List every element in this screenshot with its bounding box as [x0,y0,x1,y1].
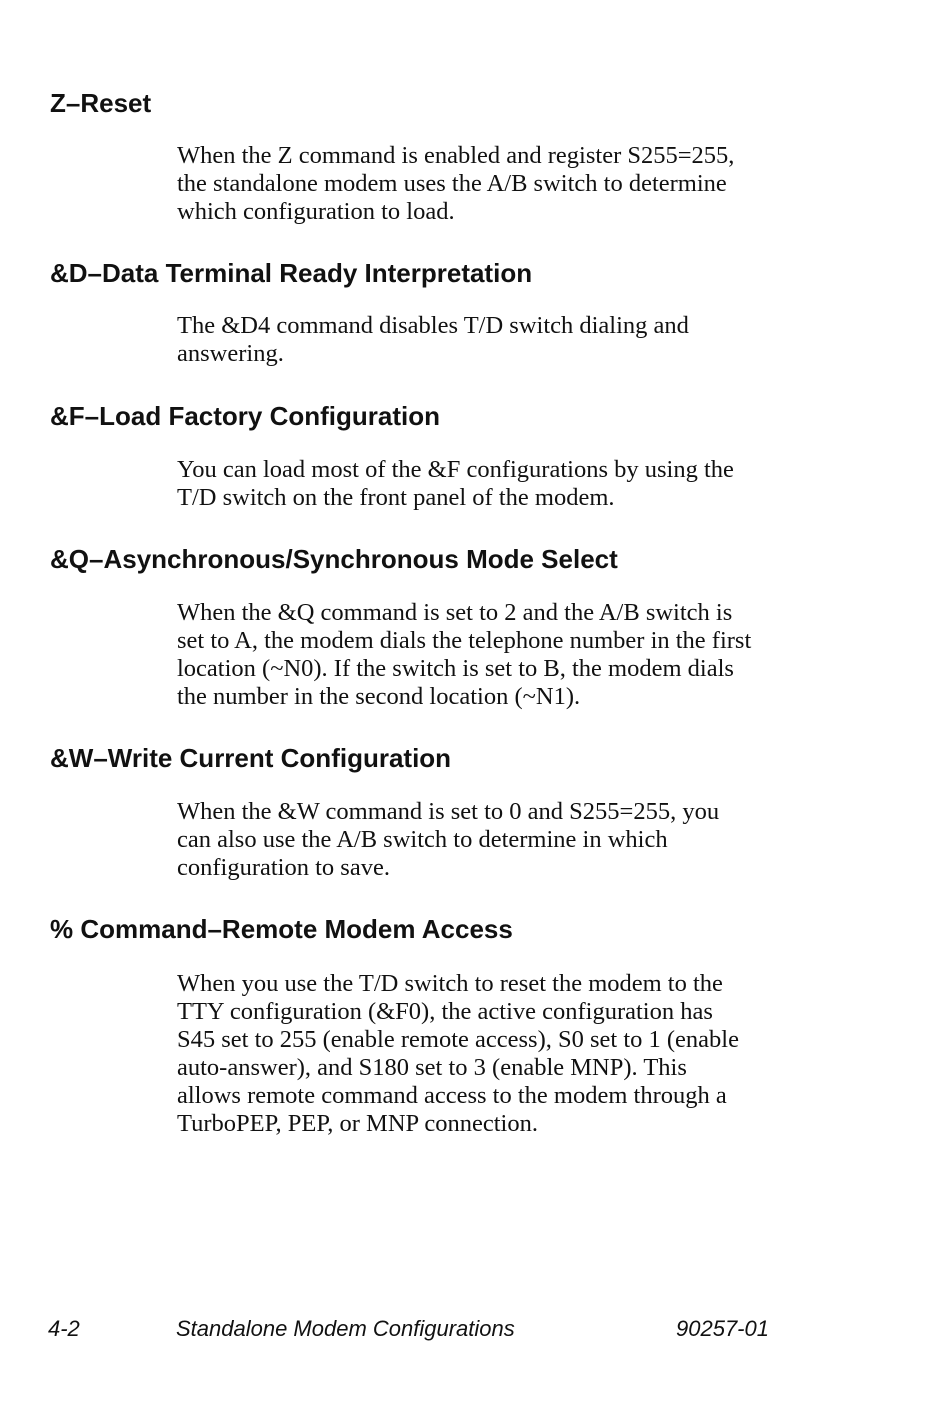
body-line: configuration to save. [177,854,390,881]
body-line: location (~N0). If the switch is set to B, the modem dials [177,655,734,682]
body-line: TTY configuration (&F0), the active configuration has [177,998,713,1025]
section-body-async-sync-mode-select [177,599,777,711]
section-body-remote-modem-access [177,970,777,1138]
body-line: the standalone modem uses the A/B switch to determine [177,170,727,197]
footer-document-number: 90257-01 [676,1316,769,1341]
body-line: TurboPEP, PEP, or MNP connection. [177,1110,538,1137]
section-body-z-reset [177,142,777,226]
body-line: which configuration to load. [177,198,455,225]
section-heading-remote-modem-access: % Command–Remote Modem Access [50,914,513,944]
section-heading-z-reset: Z–Reset [50,88,152,118]
body-line: set to A, the modem dials the telephone number in the first [177,627,752,654]
body-line: When you use the T/D switch to reset the modem to the [177,970,723,997]
section-body-dtr-interpretation [177,312,777,368]
body-line: can also use the A/B switch to determine in which [177,826,668,853]
body-line: S45 set to 255 (enable remote access), S0 set to 1 (enable [177,1026,739,1053]
body-line: T/D switch on the front panel of the modem. [177,484,615,511]
section-heading-dtr-interpretation: &D–Data Terminal Ready Interpretation [50,258,533,288]
body-line: answering. [177,340,284,367]
body-line: When the &Q command is set to 2 and the A/B switch is [177,599,733,626]
section-heading-load-factory-configuration: &F–Load Factory Configuration [50,401,440,431]
body-line: auto-answer), and S180 set to 3 (enable MNP). This [177,1054,687,1081]
body-line: When the &W command is set to 0 and S255=255, you [177,798,720,825]
section-heading-async-sync-mode-select: &Q–Asynchronous/Synchronous Mode Select [50,544,618,574]
body-line: allows remote command access to the modem through a [177,1082,727,1109]
body-line: You can load most of the &F configurations by using the [177,456,734,483]
footer-title: Standalone Modem Configurations [176,1316,515,1341]
section-heading-write-current-configuration: &W–Write Current Configuration [50,743,452,773]
body-line: The &D4 command disables T/D switch dialing and [177,312,689,339]
footer-page-number: 4-2 [48,1316,80,1341]
body-line: When the Z command is enabled and register S255=255, [177,142,735,169]
body-line: the number in the second location (~N1). [177,683,581,710]
section-body-write-current-configuration [177,798,777,882]
section-body-load-factory-configuration [177,456,777,512]
